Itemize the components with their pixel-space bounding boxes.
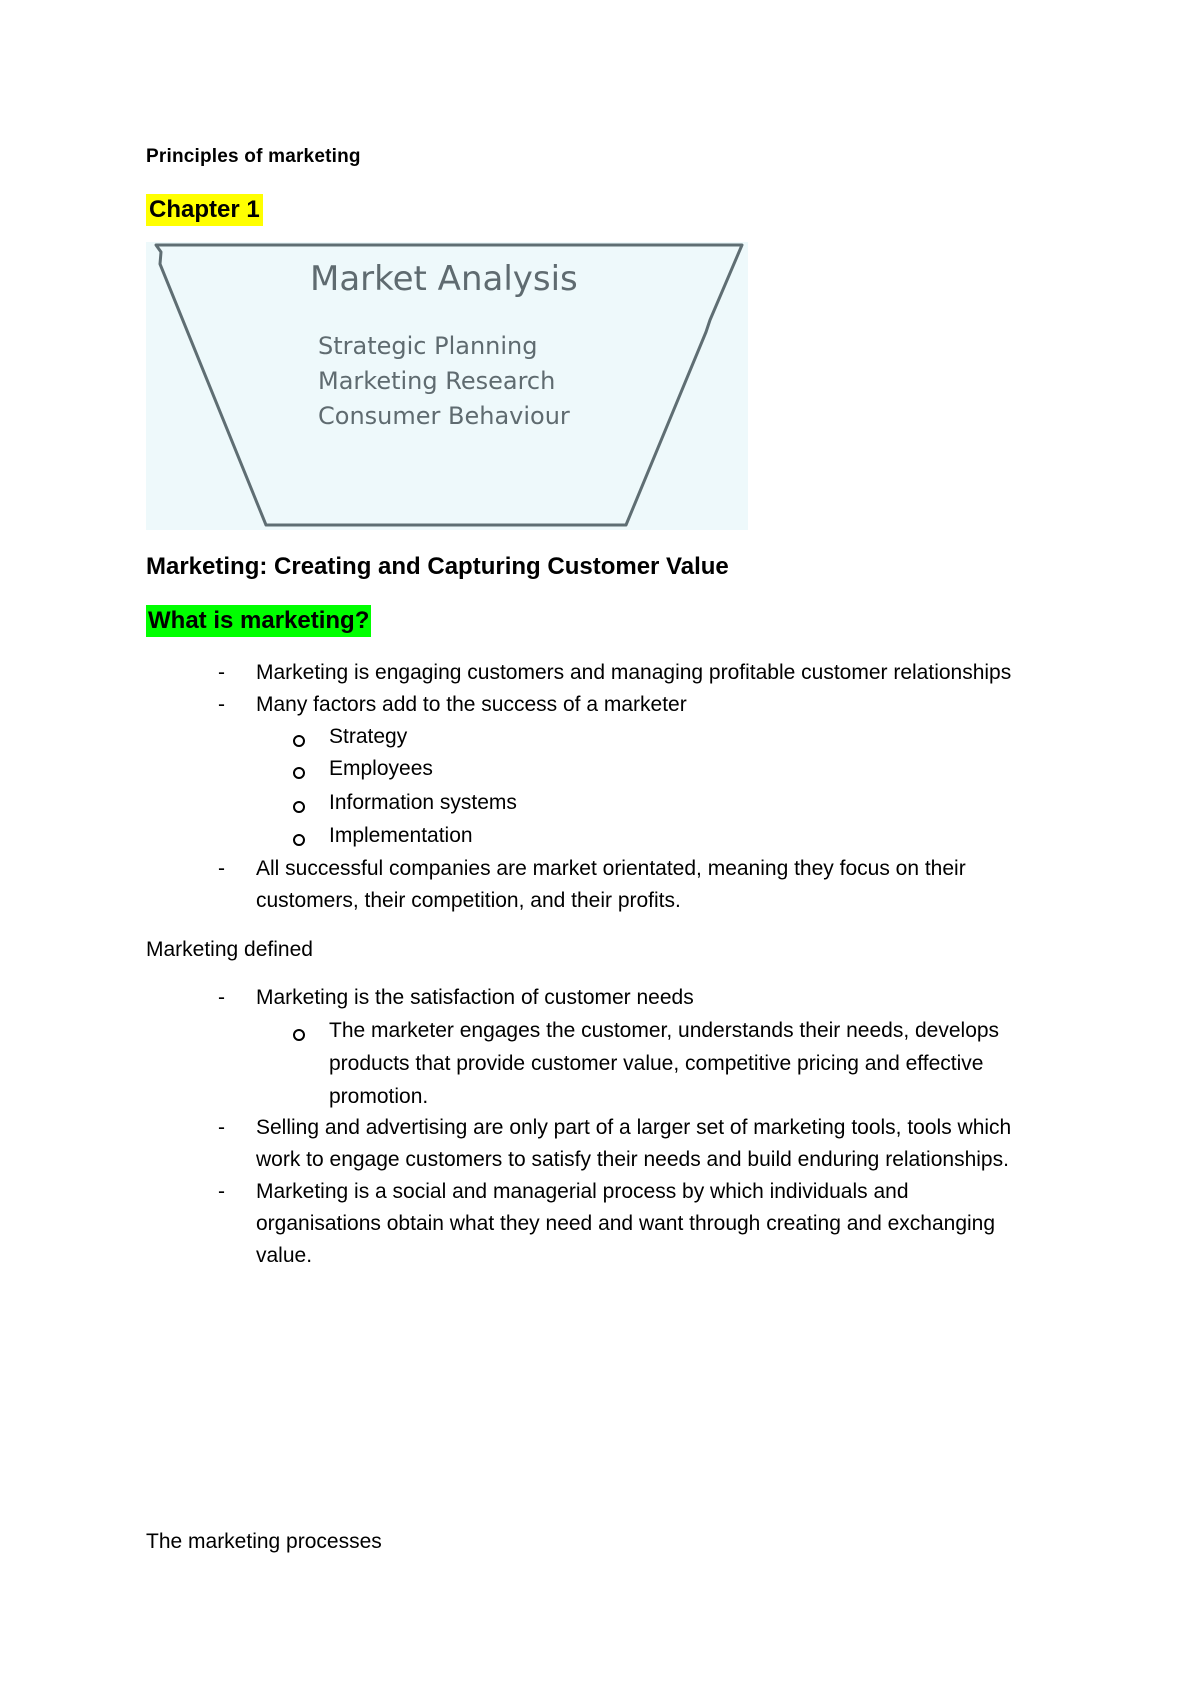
figure-item: Marketing Research: [318, 367, 556, 395]
sub-list-item-continued: products that provide customer value, competitive pricing and effective: [329, 1052, 984, 1075]
list-item-continued: customers, their competition, and their profits.: [256, 889, 681, 912]
figure-item: Consumer Behaviour: [318, 402, 570, 430]
sub-list-item: The marketer engages the customer, understands their needs, develops: [329, 1019, 1000, 1042]
figure-item: Strategic Planning: [318, 332, 538, 360]
section-heading: Marketing: Creating and Capturing Customer Value: [146, 553, 729, 580]
subheading-what-is-marketing: What is marketing?: [146, 605, 371, 637]
bullet-marker: -: [218, 986, 225, 1009]
list-item-continued: value.: [256, 1244, 313, 1267]
circle-bullet-icon: [293, 767, 305, 779]
list-item: Marketing is engaging customers and managing profitable customer relationships: [256, 661, 1012, 684]
market-analysis-figure: [146, 242, 748, 530]
circle-bullet-icon: [293, 834, 305, 846]
bullet-marker: -: [218, 1180, 225, 1203]
list-item-continued: organisations obtain what they need and want through creating and exchanging: [256, 1212, 996, 1235]
bullet-marker: -: [218, 661, 225, 684]
bullet-marker: -: [218, 857, 225, 880]
funnel-diagram: [146, 242, 748, 530]
figure-title: Market Analysis: [310, 259, 578, 299]
list-item: Selling and advertising are only part of a larger set of marketing tools, tools which: [256, 1116, 1012, 1139]
bullet-marker: -: [218, 1116, 225, 1139]
list-item: Many factors add to the success of a marketer: [256, 693, 687, 716]
sub-list-item: Information systems: [329, 791, 517, 814]
circle-bullet-icon: [293, 735, 305, 747]
sub-list-item: Strategy: [329, 725, 408, 748]
circle-bullet-icon: [293, 1029, 305, 1041]
chapter-heading: Chapter 1: [146, 194, 263, 226]
sub-list-item-continued: promotion.: [329, 1085, 429, 1108]
circle-bullet-icon: [293, 801, 305, 813]
marketing-processes-heading: The marketing processes: [146, 1530, 382, 1553]
list-item: Marketing is a social and managerial process by which individuals and: [256, 1180, 909, 1203]
marketing-defined-heading: Marketing defined: [146, 938, 313, 961]
list-item-continued: work to engage customers to satisfy their needs and build enduring relationships.: [256, 1148, 1009, 1171]
document-title: Principles of marketing: [146, 146, 361, 167]
list-item: All successful companies are market orientated, meaning they focus on their: [256, 857, 966, 880]
sub-list-item: Employees: [329, 757, 433, 780]
list-item: Marketing is the satisfaction of customer needs: [256, 986, 694, 1009]
bullet-marker: -: [218, 693, 225, 716]
sub-list-item: Implementation: [329, 824, 473, 847]
